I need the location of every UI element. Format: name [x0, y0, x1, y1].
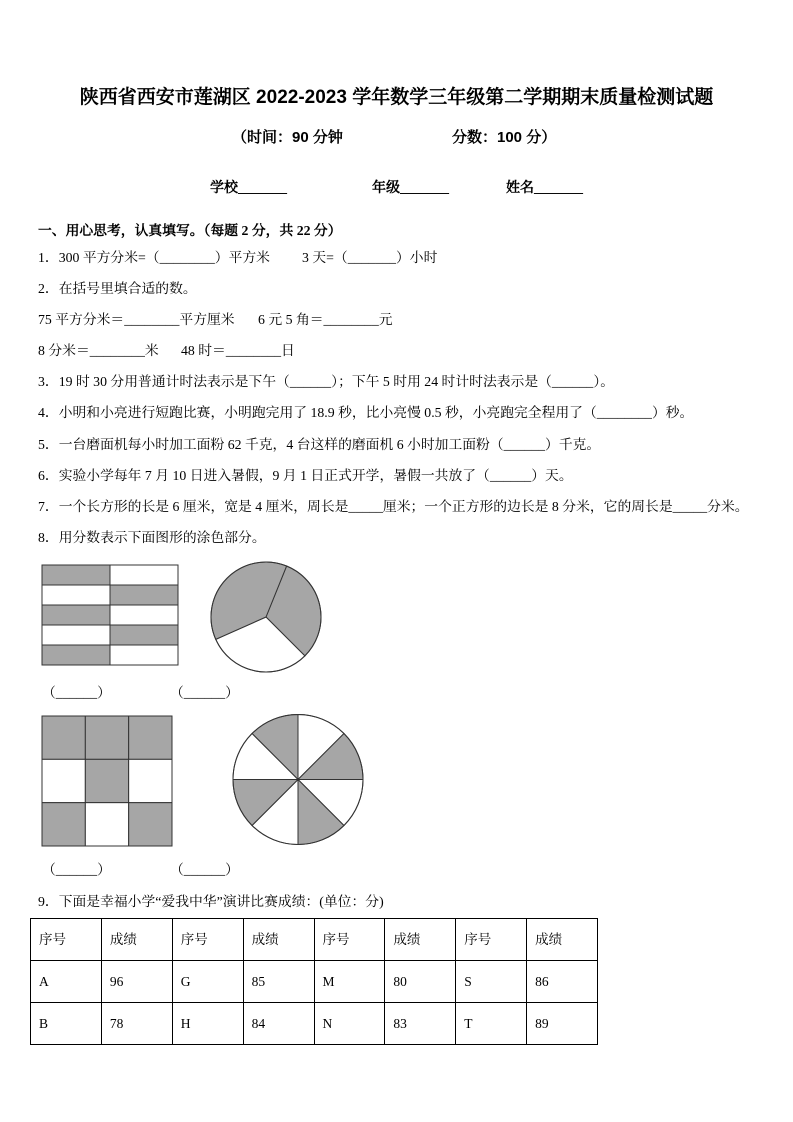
- square-grid-cell-r2-c1: [42, 759, 85, 802]
- table-header-cell: 成绩: [101, 919, 172, 961]
- question-2-item-4: 48 时＝________日: [181, 343, 295, 358]
- answer-blank-1: （______）: [42, 685, 111, 700]
- exam-score: 分数：100 分）: [452, 129, 557, 146]
- square-grid-cell-r1-c1-shaded: [42, 716, 85, 759]
- table-header-cell: 序号: [456, 919, 527, 961]
- table-cell: T: [456, 1003, 527, 1045]
- question-4: 4．小明和小亮进行短跑比赛，小明跑完用了 18.9 秒，比小亮慢 0.5 秒，小亮跑完全程用了（________）秒。: [38, 405, 694, 420]
- rect-grid-cell-r2-c2-shaded: [110, 585, 178, 605]
- figure-circle-thirds: [208, 559, 326, 677]
- table-cell: S: [456, 961, 527, 1003]
- rect-grid-cell-r1-c1-shaded: [42, 565, 110, 585]
- table-header-cell: 序号: [172, 919, 243, 961]
- square-grid-cell-r3-c2: [85, 803, 128, 846]
- section-1-heading: 一、用心思考，认真填写。（每题 2 分，共 22 分）: [38, 223, 342, 238]
- exam-title: 陕西省西安市莲湖区 2022-2023 学年数学三年级第二学期期末质量检测试题: [79, 87, 714, 108]
- square-grid-cell-r2-c3: [129, 759, 172, 802]
- figure-circle-eighths: [231, 712, 365, 847]
- school-field: 学校_______: [210, 181, 287, 196]
- question-2-item-3: 8 分米＝________米: [38, 343, 159, 358]
- table-cell: 85: [243, 961, 314, 1003]
- table-cell: 84: [243, 1003, 314, 1045]
- rect-grid-cell-r4-c1: [42, 625, 110, 645]
- rect-grid-cell-r5-c2: [110, 645, 178, 665]
- table-cell: 80: [385, 961, 456, 1003]
- table-cell: A: [31, 961, 102, 1003]
- question-3: 3．19 时 30 分用普通计时法表示是下午（______）；下午 5 时用 24 时计时法表示是（______）。: [38, 374, 615, 389]
- figure-rect-grid: [41, 564, 180, 667]
- figure-square-grid: [41, 715, 174, 848]
- table-cell: M: [314, 961, 385, 1003]
- answer-blank-2: （______）: [170, 685, 239, 700]
- question-7: 7．一个长方形的长是 6 厘米，宽是 4 厘米，周长是_____厘米；一个正方形的边长是 8 分米，它的周长是_____分米。: [38, 499, 749, 514]
- question-6: 6．实验小学每年 7 月 10 日进入暑假，9 月 1 日正式开学，暑假一共放了（______）天。: [38, 468, 573, 483]
- square-grid-cell-r1-c3-shaded: [129, 716, 172, 759]
- table-cell: G: [172, 961, 243, 1003]
- grade-field: 年级_______: [372, 181, 449, 196]
- square-grid-cell-r1-c2-shaded: [85, 716, 128, 759]
- score-table: [30, 918, 598, 1045]
- table-cell: H: [172, 1003, 243, 1045]
- answer-blank-4: （______）: [170, 862, 239, 877]
- question-9: 9．下面是幸福小学“爱我中华”演讲比赛成绩：(单位：分): [38, 894, 384, 909]
- table-header-cell: 成绩: [385, 919, 456, 961]
- table-cell: 89: [527, 1003, 598, 1045]
- square-grid-cell-r3-c3-shaded: [129, 803, 172, 846]
- table-cell: 83: [385, 1003, 456, 1045]
- answer-blank-3: （______）: [42, 862, 111, 877]
- table-cell: B: [31, 1003, 102, 1045]
- table-cell: 78: [101, 1003, 172, 1045]
- table-cell: 96: [101, 961, 172, 1003]
- square-grid-cell-r3-c1-shaded: [42, 803, 85, 846]
- name-field: 姓名_______: [506, 181, 583, 196]
- square-grid-cell-r2-c2-shaded: [85, 759, 128, 802]
- table-row: [31, 961, 598, 1003]
- exam-time: （时间：90 分钟: [232, 129, 343, 146]
- question-2-item-1: 75 平方分米＝________平方厘米: [38, 312, 235, 327]
- table-header-cell: 序号: [314, 919, 385, 961]
- table-cell: N: [314, 1003, 385, 1045]
- question-8: 8．用分数表示下面图形的涂色部分。: [38, 530, 266, 545]
- question-2-item-2: 6 元 5 角＝________元: [258, 312, 393, 327]
- table-header-cell: 成绩: [243, 919, 314, 961]
- rect-grid-cell-r5-c1-shaded: [42, 645, 110, 665]
- table-header-row: [31, 919, 598, 961]
- question-1-part-b: 3 天=（_______）小时: [302, 250, 438, 265]
- table-cell: 86: [527, 961, 598, 1003]
- rect-grid-cell-r2-c1: [42, 585, 110, 605]
- rect-grid-cell-r4-c2-shaded: [110, 625, 178, 645]
- table-row: [31, 1003, 598, 1045]
- rect-grid-cell-r1-c2: [110, 565, 178, 585]
- rect-grid-cell-r3-c1-shaded: [42, 605, 110, 625]
- table-header-cell: 成绩: [527, 919, 598, 961]
- question-1-part-a: 1．300 平方分米=（________）平方米: [38, 250, 270, 265]
- rect-grid-cell-r3-c2: [110, 605, 178, 625]
- question-5: 5．一台磨面机每小时加工面粉 62 千克，4 台这样的磨面机 6 小时加工面粉（______）千克。: [38, 437, 601, 452]
- table-header-cell: 序号: [31, 919, 102, 961]
- question-2: 2．在括号里填合适的数。: [38, 281, 197, 296]
